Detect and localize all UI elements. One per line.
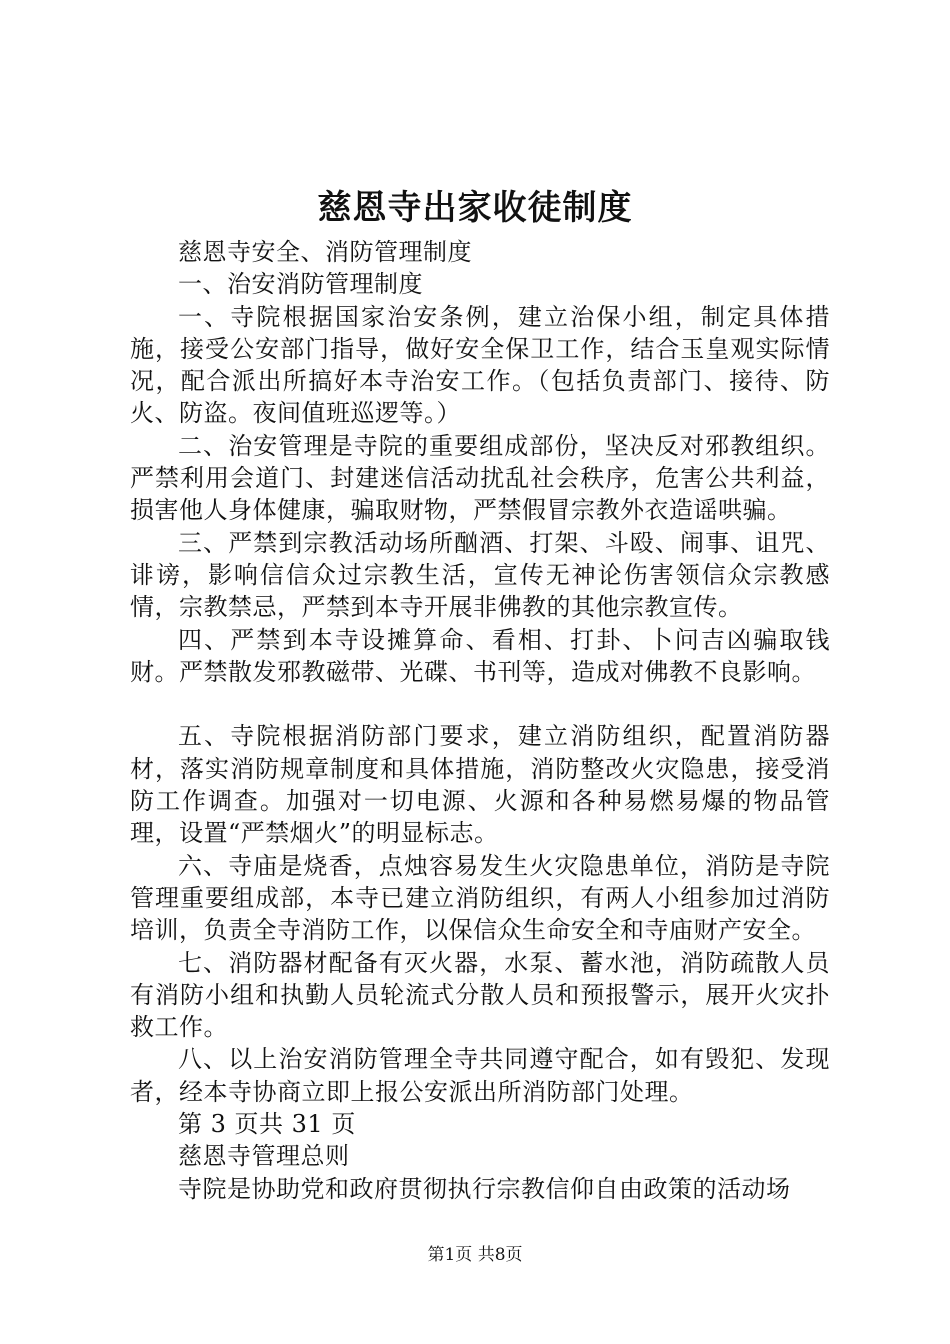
page-footer: 第1页 共8页 [427,1245,523,1265]
paragraph-subtitle: 慈恩寺安全、消防管理制度 [178,238,472,266]
paragraph-item-2: 二、治安管理是寺院的重要组成部份，坚决反对邪教组织。严禁利用会道门、封建迷信活动扰乱社会秩序，危害公共利益，损害他人身体健康，骗取财物，严禁假冒宗教外衣造谣哄骗。 [130,431,830,525]
paragraph-page-note: 第 3 页共 31 页 [178,1110,356,1139]
page-title: 慈恩寺出家收徒制度 [317,188,633,228]
paragraph-item-6: 六、寺庙是烧香，点烛容易发生火灾隐患单位，消防是寺院管理重要组成部，本寺已建立消防组织，有两人小组参加过消防培训，负责全寺消防工作，以保信众生命安全和寺庙财产安全。 [130,851,830,945]
blank-line [130,688,830,720]
paragraph-item-4: 四、严禁到本寺设摊算命、看相、打卦、卜问吉凶骗取钱财。严禁散发邪教磁带、光碟、书刊等，造成对佛教不良影响。 [130,625,830,686]
paragraph-item-7: 七、消防器材配备有灭火器，水泵、蓄水池，消防疏散人员有消防小组和执勤人员轮流式分散人员和预报警示，展开火灾扑救工作。 [130,948,830,1042]
paragraph-general-rules: 寺院是协助党和政府贯彻执行宗教信仰自由政策的活动场 [178,1174,791,1203]
paragraph-item-3: 三、严禁到宗教活动场所酗酒、打架、斗殴、闹事、诅咒、诽谤，影响信信众过宗教生活，宣传无神论伤害领信众宗教感情，宗教禁忌，严禁到本寺开展非佛教的其他宗教宣传。 [130,528,830,622]
document-body [130,236,830,1205]
paragraph-item-1: 一、寺院根据国家治安条例，建立治保小组，制定具体措施，接受公安部门指导，做好安全保卫工作，结合玉皇观实际情况，配合派出所搞好本寺治安工作。（包括负责部门、接待、防火、防盗。夜间值班巡逻等。） [130,302,830,428]
paragraph-section-heading-2: 慈恩寺管理总则 [178,1142,350,1171]
paragraph-item-5: 五、寺院根据消防部门要求，建立消防组织，配置消防器材，落实消防规章制度和具体措施，消防整改火灾隐患，接受消防工作调查。加强对一切电源、火源和各种易燃易爆的物品管理，设置“严禁烟火”的明显标志。 [130,722,830,848]
paragraph-section-heading: 一、治安消防管理制度 [178,270,423,299]
paragraph-item-8: 八、以上治安消防管理全寺共同遵守配合，如有毁犯、发现者，经本寺协商立即上报公安派出所消防部门处理。 [130,1045,830,1106]
